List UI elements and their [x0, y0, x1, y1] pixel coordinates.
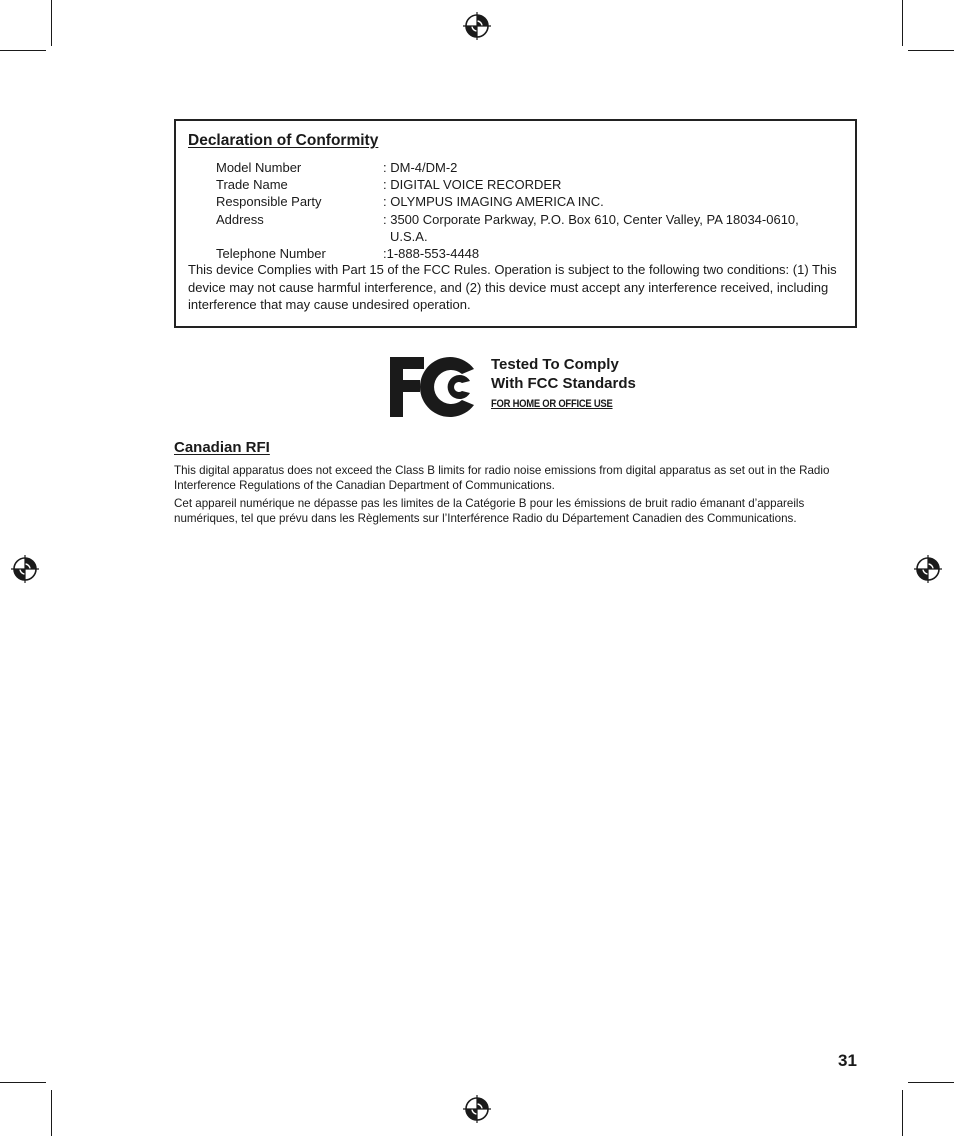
canadian-rfi-french: Cet appareil numérique ne dépasse pas les limites de la Catégorie B pour les émissions de bruit radio émanant d’appareils numériques, tel que prévu dans les Règlements sur l’Interférence Radio du Département Canadien des Communications.	[174, 497, 805, 525]
crop-mark-icon	[902, 0, 903, 46]
registration-mark-icon	[914, 555, 942, 583]
fcc-compliance-text	[491, 355, 636, 410]
crop-mark-icon	[0, 1082, 46, 1083]
page-number: 31	[838, 1051, 857, 1070]
field-value: : 3500 Corporate Parkway, P.O. Box 610, Center Valley, PA 18034-0610,	[383, 212, 799, 227]
fcc-statement: This device Complies with Part 15 of the FCC Rules. Operation is subject to the following two conditions: (1) This device may not cause harmful interference, and (2) this device must accept any interference received, including interference that may cause undesired operation.	[188, 262, 837, 312]
fcc-standards-line: With FCC Standards	[491, 375, 636, 392]
registration-mark-icon	[463, 12, 491, 40]
crop-mark-icon	[51, 1090, 52, 1136]
declaration-title: Declaration of Conformity	[188, 132, 379, 149]
canadian-rfi-english: This digital apparatus does not exceed the Class B limits for radio noise emissions from digital apparatus as set out in the Radio Interference Regulations of the Canadian Department of Communications.	[174, 464, 830, 492]
field-label: Address	[216, 212, 264, 227]
field-value: :1-888-553-4448	[383, 246, 480, 261]
fcc-use-line: FOR HOME OR OFFICE USE	[491, 398, 613, 410]
crop-mark-icon	[0, 50, 46, 51]
field-label: Telephone Number	[216, 246, 326, 261]
field-value: : OLYMPUS IMAGING AMERICA INC.	[383, 194, 604, 209]
registration-mark-icon	[463, 1095, 491, 1123]
crop-mark-icon	[51, 0, 52, 46]
fcc-tested-line: Tested To Comply	[491, 356, 619, 373]
field-label: Model Number	[216, 160, 302, 175]
canadian-rfi-title: Canadian RFI	[174, 439, 270, 456]
crop-mark-icon	[902, 1090, 903, 1136]
fcc-logo-icon	[388, 355, 478, 419]
field-value: : DM-4/DM-2	[383, 160, 458, 175]
registration-mark-icon	[11, 555, 39, 583]
declaration-box	[174, 119, 857, 328]
field-value: U.S.A.	[390, 229, 428, 244]
crop-mark-icon	[908, 50, 954, 51]
crop-mark-icon	[908, 1082, 954, 1083]
field-label: Trade Name	[216, 177, 288, 192]
field-value: : DIGITAL VOICE RECORDER	[383, 177, 562, 192]
field-label: Responsible Party	[216, 194, 322, 209]
